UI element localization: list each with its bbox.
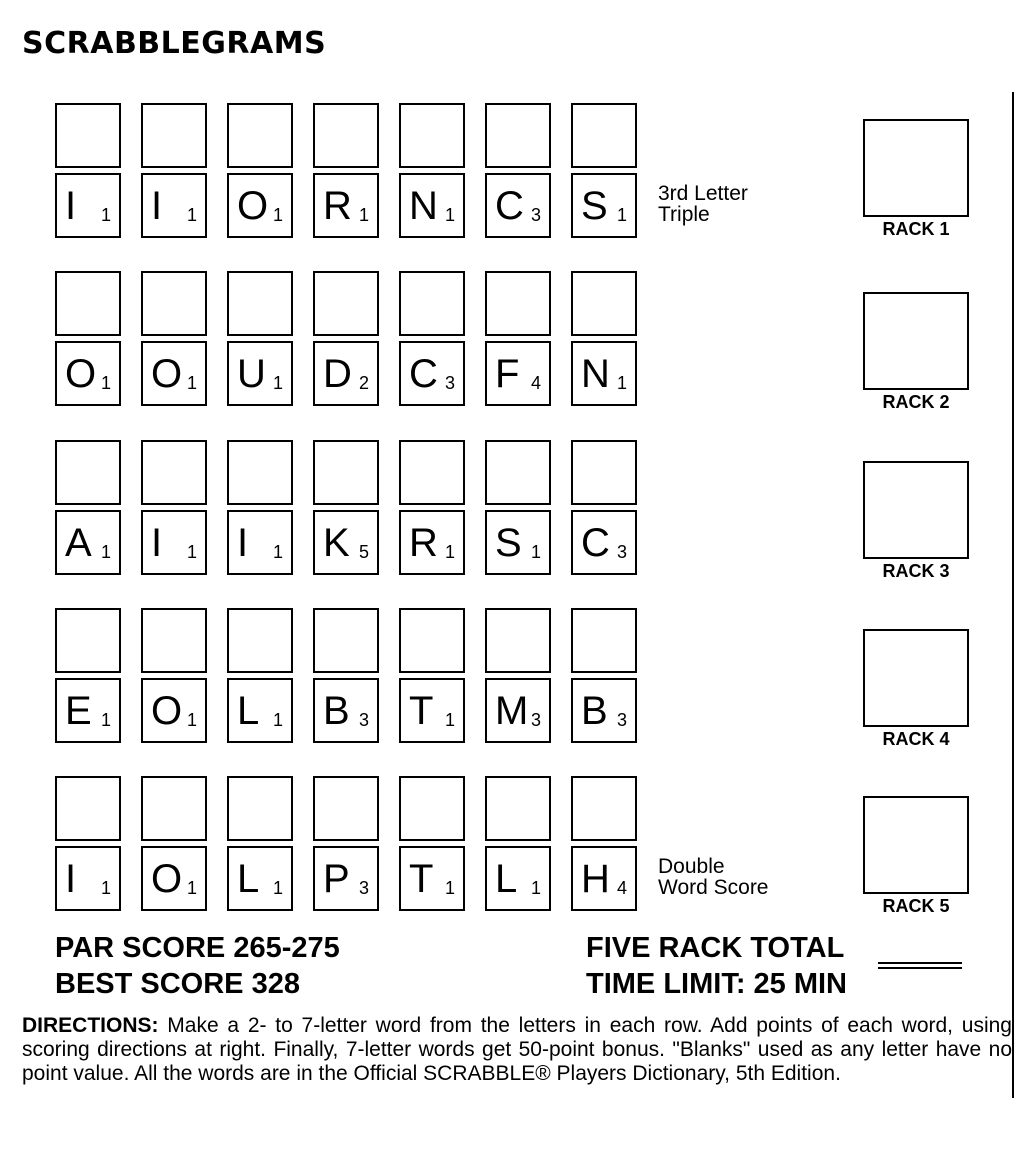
letter-tile[interactable] bbox=[399, 510, 465, 575]
answer-square[interactable] bbox=[227, 103, 293, 168]
letter-tile[interactable] bbox=[227, 173, 293, 238]
tile-points: 1 bbox=[530, 878, 541, 898]
letter-tile[interactable] bbox=[55, 173, 121, 238]
answer-square[interactable] bbox=[55, 776, 121, 841]
letter-tile[interactable] bbox=[141, 846, 207, 911]
tile-letter: T bbox=[409, 689, 434, 733]
tile-points: 3 bbox=[358, 878, 369, 898]
tile-letter: R bbox=[323, 184, 352, 228]
tile-letter: M bbox=[495, 689, 529, 733]
time-limit: TIME LIMIT: 25 MIN bbox=[586, 968, 847, 1000]
answer-square[interactable] bbox=[227, 271, 293, 336]
tile-points: 1 bbox=[100, 542, 111, 562]
tile-points: 1 bbox=[186, 878, 197, 898]
letter-tile[interactable] bbox=[227, 678, 293, 743]
rack-underline bbox=[863, 388, 969, 390]
tile-letter: A bbox=[65, 521, 92, 565]
answer-square[interactable] bbox=[141, 608, 207, 673]
tile-points: 3 bbox=[530, 710, 541, 730]
answer-square[interactable] bbox=[141, 440, 207, 505]
tile-points: 1 bbox=[186, 205, 197, 225]
tile-letter: O bbox=[151, 689, 183, 733]
tile-points: 1 bbox=[272, 878, 283, 898]
rack-label: RACK 1 bbox=[882, 219, 950, 239]
bonus-note-line2: Triple bbox=[658, 203, 710, 226]
answer-square[interactable] bbox=[571, 271, 637, 336]
answer-square[interactable] bbox=[399, 440, 465, 505]
letter-tile[interactable] bbox=[399, 678, 465, 743]
tile-points: 1 bbox=[186, 710, 197, 730]
tile-letter: L bbox=[495, 857, 518, 901]
answer-square[interactable] bbox=[55, 271, 121, 336]
letter-tile[interactable] bbox=[485, 173, 551, 238]
letter-tile[interactable] bbox=[571, 173, 637, 238]
letter-tile[interactable] bbox=[55, 678, 121, 743]
letter-tile[interactable] bbox=[399, 846, 465, 911]
directions-label: DIRECTIONS: bbox=[22, 1014, 159, 1037]
tile-letter: K bbox=[323, 521, 350, 565]
letter-tile[interactable] bbox=[227, 341, 293, 406]
letter-tile[interactable] bbox=[485, 678, 551, 743]
five-rack-total-label: FIVE RACK TOTAL bbox=[586, 932, 845, 964]
letter-tile[interactable] bbox=[313, 510, 379, 575]
tile-points: 1 bbox=[272, 205, 283, 225]
letter-tile[interactable] bbox=[571, 678, 637, 743]
letter-tile[interactable] bbox=[313, 678, 379, 743]
tile-points: 3 bbox=[616, 542, 627, 562]
total-answer-line bbox=[878, 962, 962, 964]
tile-points: 3 bbox=[616, 710, 627, 730]
tile-points: 1 bbox=[444, 878, 455, 898]
tile-points: 1 bbox=[358, 205, 369, 225]
directions bbox=[22, 1014, 1012, 1086]
letter-tile[interactable] bbox=[313, 341, 379, 406]
letter-tile[interactable] bbox=[571, 846, 637, 911]
rack-label: RACK 2 bbox=[882, 392, 950, 412]
letter-tile[interactable] bbox=[313, 173, 379, 238]
tile-letter: S bbox=[495, 521, 522, 565]
letter-tile[interactable] bbox=[313, 846, 379, 911]
bonus-note-line2: Word Score bbox=[658, 876, 769, 899]
tile-points: 4 bbox=[616, 878, 627, 898]
rack-underline bbox=[863, 215, 969, 217]
answer-square[interactable] bbox=[485, 103, 551, 168]
letter-tile[interactable] bbox=[571, 341, 637, 406]
answer-square[interactable] bbox=[141, 271, 207, 336]
tile-letter: B bbox=[581, 689, 608, 733]
tile-points: 1 bbox=[444, 710, 455, 730]
tile-points: 1 bbox=[186, 542, 197, 562]
answer-square[interactable] bbox=[227, 776, 293, 841]
letter-tile[interactable] bbox=[485, 510, 551, 575]
tile-letter: P bbox=[323, 857, 350, 901]
letter-tile[interactable] bbox=[55, 846, 121, 911]
tile-letter: T bbox=[409, 857, 434, 901]
tile-letter: C bbox=[495, 184, 524, 228]
answer-square[interactable] bbox=[141, 103, 207, 168]
letter-tile[interactable] bbox=[399, 341, 465, 406]
tile-points: 3 bbox=[530, 205, 541, 225]
answer-square[interactable] bbox=[485, 608, 551, 673]
tile-points: 1 bbox=[530, 542, 541, 562]
answer-square[interactable] bbox=[485, 271, 551, 336]
tile-letter: E bbox=[65, 689, 92, 733]
rack-score-box[interactable] bbox=[863, 629, 969, 725]
tile-letter: H bbox=[581, 857, 610, 901]
answer-square[interactable] bbox=[227, 608, 293, 673]
answer-square[interactable] bbox=[55, 440, 121, 505]
letter-tile[interactable] bbox=[141, 678, 207, 743]
answer-square[interactable] bbox=[313, 271, 379, 336]
tile-letter: I bbox=[65, 184, 77, 228]
answer-square[interactable] bbox=[485, 776, 551, 841]
tile-letter: N bbox=[581, 352, 610, 396]
best-score: BEST SCORE 328 bbox=[55, 968, 300, 1000]
letter-tile[interactable] bbox=[399, 173, 465, 238]
tile-letter: L bbox=[237, 689, 260, 733]
tile-letter: I bbox=[237, 521, 249, 565]
answer-square[interactable] bbox=[55, 103, 121, 168]
tile-points: 1 bbox=[444, 205, 455, 225]
answer-square[interactable] bbox=[571, 776, 637, 841]
tile-points: 1 bbox=[272, 373, 283, 393]
answer-square[interactable] bbox=[399, 271, 465, 336]
answer-square[interactable] bbox=[571, 103, 637, 168]
answer-square[interactable] bbox=[313, 103, 379, 168]
letter-tile[interactable] bbox=[227, 846, 293, 911]
tile-points: 5 bbox=[358, 542, 369, 562]
tile-letter: R bbox=[409, 521, 438, 565]
answer-square[interactable] bbox=[313, 608, 379, 673]
rack-underline bbox=[863, 725, 969, 727]
rack-score-box[interactable] bbox=[863, 461, 969, 557]
letter-tile[interactable] bbox=[55, 510, 121, 575]
letter-tile[interactable] bbox=[485, 846, 551, 911]
tile-points: 4 bbox=[530, 373, 541, 393]
tile-points: 1 bbox=[616, 205, 627, 225]
tile-letter: O bbox=[65, 352, 97, 396]
rack-label: RACK 4 bbox=[882, 729, 950, 749]
answer-square[interactable] bbox=[485, 440, 551, 505]
tile-letter: L bbox=[237, 857, 260, 901]
rack-label: RACK 3 bbox=[882, 561, 950, 581]
tile-points: 2 bbox=[358, 373, 369, 393]
rack-underline bbox=[863, 557, 969, 559]
tile-letter: U bbox=[237, 352, 266, 396]
tile-points: 3 bbox=[444, 373, 455, 393]
tile-points: 1 bbox=[100, 710, 111, 730]
par-score: PAR SCORE 265-275 bbox=[55, 932, 340, 964]
letter-tile[interactable] bbox=[141, 510, 207, 575]
letter-tile[interactable] bbox=[571, 510, 637, 575]
rack-underline bbox=[863, 892, 969, 894]
rack-score-box[interactable] bbox=[863, 796, 969, 892]
tile-letter: I bbox=[151, 184, 163, 228]
tile-letter: C bbox=[409, 352, 438, 396]
tile-letter: D bbox=[323, 352, 352, 396]
answer-square[interactable] bbox=[313, 440, 379, 505]
letter-tile[interactable] bbox=[55, 341, 121, 406]
tile-points: 1 bbox=[100, 373, 111, 393]
directions-text: Make a 2- to 7-letter word from the letters in each row. Add points of each word, using scoring directions at right. Finally, 7-letter words get 50-point bonus. "Blanks" used as any letter have no point value. All the words are in the Official SCRABBLE® Players Dictionary, 5th Edition. bbox=[22, 1014, 1012, 1085]
rack-label: RACK 5 bbox=[882, 896, 950, 916]
answer-square[interactable] bbox=[227, 440, 293, 505]
tile-letter: I bbox=[151, 521, 163, 565]
tile-letter: S bbox=[581, 184, 608, 228]
tile-points: 1 bbox=[272, 542, 283, 562]
letter-tile[interactable] bbox=[141, 173, 207, 238]
tile-letter: I bbox=[65, 857, 77, 901]
answer-square[interactable] bbox=[399, 776, 465, 841]
answer-square[interactable] bbox=[399, 608, 465, 673]
letter-tile[interactable] bbox=[485, 341, 551, 406]
tile-points: 1 bbox=[444, 542, 455, 562]
tile-letter: C bbox=[581, 521, 610, 565]
rack-score-box[interactable] bbox=[863, 119, 969, 215]
tile-letter: B bbox=[323, 689, 350, 733]
tile-points: 3 bbox=[358, 710, 369, 730]
tile-letter: O bbox=[151, 352, 183, 396]
tile-points: 1 bbox=[186, 373, 197, 393]
letter-tile[interactable] bbox=[141, 341, 207, 406]
answer-square[interactable] bbox=[571, 608, 637, 673]
tile-points: 1 bbox=[272, 710, 283, 730]
letter-tile[interactable] bbox=[227, 510, 293, 575]
right-divider bbox=[1012, 92, 1014, 1098]
tile-letter: O bbox=[237, 184, 269, 228]
rack-score-box[interactable] bbox=[863, 292, 969, 388]
tile-points: 1 bbox=[100, 205, 111, 225]
tile-points: 1 bbox=[100, 878, 111, 898]
total-answer-line-second bbox=[878, 967, 962, 969]
bonus-note-line1: Double bbox=[658, 855, 725, 878]
bonus-note-line1: 3rd Letter bbox=[658, 182, 748, 205]
tile-letter: N bbox=[409, 184, 438, 228]
tile-points: 1 bbox=[616, 373, 627, 393]
answer-square[interactable] bbox=[571, 440, 637, 505]
tile-letter: F bbox=[495, 352, 520, 396]
tile-letter: O bbox=[151, 857, 183, 901]
answer-square[interactable] bbox=[313, 776, 379, 841]
puzzle-title: SCRABBLEGRAMS bbox=[22, 26, 327, 61]
answer-square[interactable] bbox=[141, 776, 207, 841]
answer-square[interactable] bbox=[55, 608, 121, 673]
answer-square[interactable] bbox=[399, 103, 465, 168]
